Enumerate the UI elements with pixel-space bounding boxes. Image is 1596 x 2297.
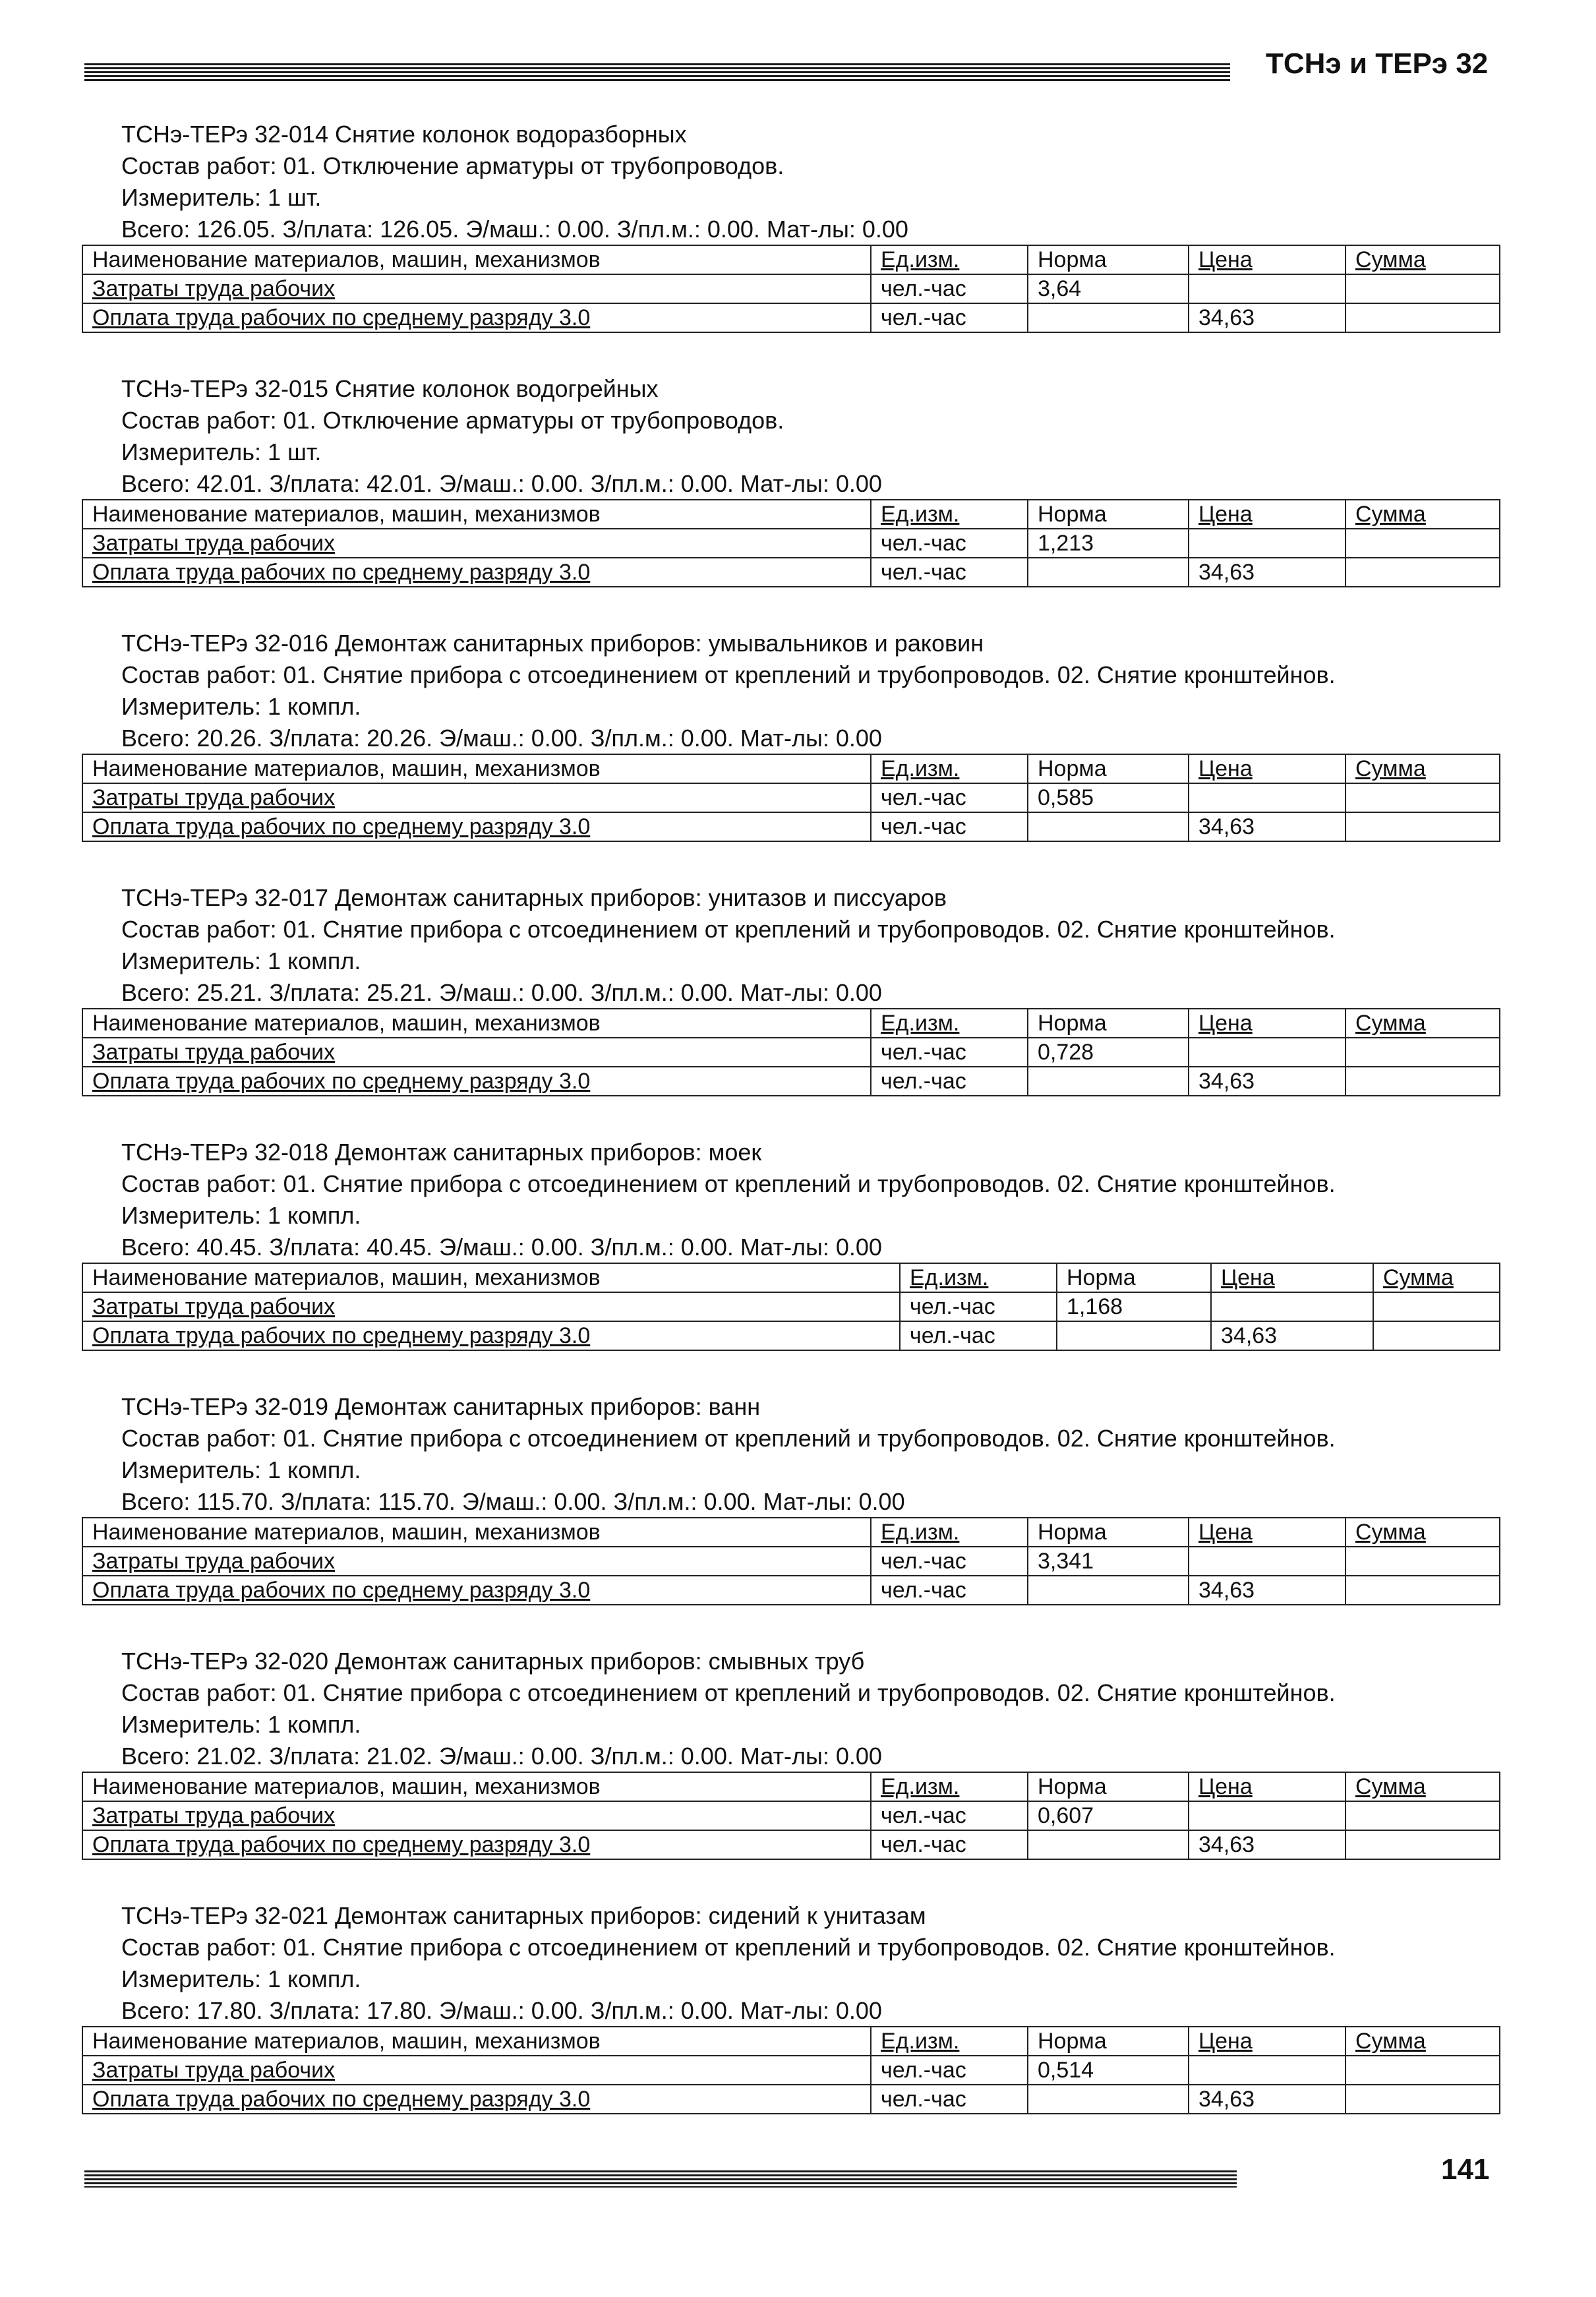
norm-cell (1028, 1576, 1189, 1605)
header-price-cell: Цена (1189, 2027, 1345, 2056)
price-cell: 34,63 (1189, 303, 1345, 332)
sum-cell (1345, 529, 1500, 558)
rate-table (82, 754, 1500, 842)
table-row (82, 274, 1500, 303)
header-sum-cell: Сумма (1345, 1518, 1500, 1547)
sum-cell (1345, 2085, 1500, 2114)
header-norm-cell: Норма (1028, 754, 1189, 783)
price-cell (1189, 783, 1345, 812)
table-row (82, 1576, 1500, 1605)
header-norm-cell: Норма (1057, 1263, 1211, 1292)
section-work: Состав работ: 01. Отключение арматуры от трубопроводов. (121, 152, 784, 179)
price-cell (1189, 529, 1345, 558)
name-cell: Затраты труда рабочих (82, 1547, 871, 1576)
unit-cell: чел.-час (871, 1547, 1028, 1576)
name-cell: Затраты труда рабочих (82, 2056, 871, 2085)
norm-cell: 3,64 (1028, 274, 1189, 303)
rate-table (82, 1772, 1500, 1860)
price-cell (1189, 274, 1345, 303)
header-price-cell: Цена (1189, 245, 1345, 274)
norm-cell: 0,585 (1028, 783, 1189, 812)
header-price-cell: Цена (1189, 1772, 1345, 1801)
header-price-cell: Цена (1189, 500, 1345, 529)
price-cell: 34,63 (1211, 1321, 1373, 1350)
header-unit-cell: Ед.изм. (900, 1263, 1057, 1292)
header-unit-cell: Ед.изм. (871, 1772, 1028, 1801)
price-cell: 34,63 (1189, 1067, 1345, 1096)
norm-cell (1028, 558, 1189, 587)
section-measure: Измеритель: 1 шт. (121, 184, 322, 211)
sum-cell (1345, 1830, 1500, 1859)
norm-cell: 1,168 (1057, 1292, 1211, 1321)
header-unit-cell: Ед.изм. (871, 1009, 1028, 1038)
header-sum-cell: Сумма (1345, 1772, 1500, 1801)
table-row (82, 303, 1500, 332)
section-title: ТСНэ-ТЕРэ 32-019 Демонтаж санитарных приборов: ванн (121, 1393, 761, 1420)
table-row (82, 1547, 1500, 1576)
rate-section (92, 119, 1499, 330)
name-cell: Оплата труда рабочих по среднему разряду 3.0 (82, 1067, 871, 1096)
table-row (82, 1038, 1500, 1067)
header-name-cell: Наименование материалов, машин, механизмов (82, 245, 871, 274)
header-sum-cell: Сумма (1345, 2027, 1500, 2056)
name-cell: Оплата труда рабочих по среднему разряду 3.0 (82, 2085, 871, 2114)
header-unit-cell: Ед.изм. (871, 2027, 1028, 2056)
unit-cell: чел.-час (871, 529, 1028, 558)
section-title: ТСНэ-ТЕРэ 32-021 Демонтаж санитарных приборов: сидений к унитазам (121, 1902, 926, 1929)
rate-section (92, 882, 1499, 1094)
header-name-cell: Наименование материалов, машин, механизмов (82, 2027, 871, 2056)
header-sum-cell: Сумма (1345, 245, 1500, 274)
sum-cell (1345, 558, 1500, 587)
rate-table (82, 1008, 1500, 1096)
section-totals: Всего: 17.80. З/плата: 17.80. Э/маш.: 0.00. З/пл.м.: 0.00. Мат-лы: 0.00 (121, 1997, 882, 2024)
section-work: Состав работ: 01. Снятие прибора с отсоединением от креплений и трубопроводов. 02. Снятие кронштейнов. (121, 1170, 1336, 1197)
header-name-cell: Наименование материалов, машин, механизмов (82, 754, 871, 783)
sum-cell (1345, 303, 1500, 332)
price-cell (1189, 2056, 1345, 2085)
section-measure: Измеритель: 1 компл. (121, 693, 361, 720)
section-measure: Измеритель: 1 компл. (121, 1965, 361, 1992)
header-sum-cell: Сумма (1373, 1263, 1500, 1292)
name-cell: Оплата труда рабочих по среднему разряду 3.0 (82, 558, 871, 587)
header-rule (84, 63, 1230, 83)
price-cell: 34,63 (1189, 1576, 1345, 1605)
section-totals: Всего: 20.26. З/плата: 20.26. Э/маш.: 0.00. З/пл.м.: 0.00. Мат-лы: 0.00 (121, 725, 882, 752)
section-totals: Всего: 25.21. З/плата: 25.21. Э/маш.: 0.00. З/пл.м.: 0.00. Мат-лы: 0.00 (121, 979, 882, 1006)
norm-cell: 1,213 (1028, 529, 1189, 558)
price-cell (1211, 1292, 1373, 1321)
norm-cell: 3,341 (1028, 1547, 1189, 1576)
section-work: Состав работ: 01. Снятие прибора с отсоединением от креплений и трубопроводов. 02. Снятие кронштейнов. (121, 1679, 1336, 1706)
name-cell: Затраты труда рабочих (82, 1801, 871, 1830)
section-work: Состав работ: 01. Снятие прибора с отсоединением от креплений и трубопроводов. 02. Снятие кронштейнов. (121, 1425, 1336, 1452)
header-norm-cell: Норма (1028, 1518, 1189, 1547)
unit-cell: чел.-час (871, 1038, 1028, 1067)
unit-cell: чел.-час (871, 2056, 1028, 2085)
unit-cell: чел.-час (871, 558, 1028, 587)
table-header-row (82, 754, 1500, 783)
sum-cell (1345, 1038, 1500, 1067)
table-header-row (82, 1518, 1500, 1547)
table-row (82, 529, 1500, 558)
rate-section (92, 1646, 1499, 1857)
header-sum-cell: Сумма (1345, 754, 1500, 783)
section-totals: Всего: 21.02. З/плата: 21.02. Э/маш.: 0.00. З/пл.м.: 0.00. Мат-лы: 0.00 (121, 1743, 882, 1770)
sum-cell (1345, 1067, 1500, 1096)
section-work: Состав работ: 01. Отключение арматуры от трубопроводов. (121, 407, 784, 434)
name-cell: Затраты труда рабочих (82, 529, 871, 558)
section-title: ТСНэ-ТЕРэ 32-014 Снятие колонок водоразборных (121, 121, 687, 148)
sum-cell (1345, 274, 1500, 303)
unit-cell: чел.-час (871, 2085, 1028, 2114)
section-measure: Измеритель: 1 компл. (121, 1202, 361, 1229)
table-row (82, 812, 1500, 841)
price-cell (1189, 1038, 1345, 1067)
sum-cell (1345, 1801, 1500, 1830)
section-measure: Измеритель: 1 шт. (121, 438, 322, 465)
name-cell: Затраты труда рабочих (82, 1038, 871, 1067)
section-totals: Всего: 40.45. З/плата: 40.45. Э/маш.: 0.00. З/пл.м.: 0.00. Мат-лы: 0.00 (121, 1234, 882, 1261)
section-measure: Измеритель: 1 компл. (121, 1456, 361, 1483)
table-row (82, 1067, 1500, 1096)
table-row (82, 1830, 1500, 1859)
name-cell: Оплата труда рабочих по среднему разряду 3.0 (82, 1321, 900, 1350)
rate-table (82, 1517, 1500, 1605)
unit-cell: чел.-час (871, 783, 1028, 812)
section-measure: Измеритель: 1 компл. (121, 1711, 361, 1738)
table-row (82, 2056, 1500, 2085)
header-name-cell: Наименование материалов, машин, механизмов (82, 500, 871, 529)
norm-cell (1028, 1830, 1189, 1859)
section-title: ТСНэ-ТЕРэ 32-016 Демонтаж санитарных приборов: умывальников и раковин (121, 630, 984, 657)
footer-rule (84, 2170, 1237, 2188)
section-title: ТСНэ-ТЕРэ 32-017 Демонтаж санитарных приборов: унитазов и писсуаров (121, 884, 947, 911)
header-price-cell: Цена (1189, 1518, 1345, 1547)
header-norm-cell: Норма (1028, 500, 1189, 529)
norm-cell: 0,514 (1028, 2056, 1189, 2085)
running-header: ТСНэ и ТЕРэ 32 (1266, 47, 1489, 80)
header-norm-cell: Норма (1028, 2027, 1189, 2056)
table-row (82, 1292, 1500, 1321)
header-norm-cell: Норма (1028, 1772, 1189, 1801)
table-row (82, 1801, 1500, 1830)
table-header-row (82, 2027, 1500, 2056)
header-sum-cell: Сумма (1345, 1009, 1500, 1038)
header-sum-cell: Сумма (1345, 500, 1500, 529)
price-cell (1189, 1547, 1345, 1576)
unit-cell: чел.-час (900, 1292, 1057, 1321)
header-unit-cell: Ед.изм. (871, 245, 1028, 274)
table-row (82, 783, 1500, 812)
price-cell: 34,63 (1189, 2085, 1345, 2114)
unit-cell: чел.-час (871, 303, 1028, 332)
table-header-row (82, 1263, 1500, 1292)
rate-section (92, 373, 1499, 585)
sum-cell (1373, 1321, 1500, 1350)
rate-table (82, 499, 1500, 587)
header-unit-cell: Ед.изм. (871, 754, 1028, 783)
price-cell: 34,63 (1189, 558, 1345, 587)
section-work: Состав работ: 01. Снятие прибора с отсоединением от креплений и трубопроводов. 02. Снятие кронштейнов. (121, 916, 1336, 943)
name-cell: Затраты труда рабочих (82, 783, 871, 812)
table-header-row (82, 500, 1500, 529)
header-name-cell: Наименование материалов, машин, механизмов (82, 1518, 871, 1547)
header-price-cell: Цена (1211, 1263, 1373, 1292)
page-number: 141 (1441, 2153, 1490, 2186)
unit-cell: чел.-час (871, 812, 1028, 841)
norm-cell: 0,728 (1028, 1038, 1189, 1067)
unit-cell: чел.-час (871, 1801, 1028, 1830)
unit-cell: чел.-час (871, 274, 1028, 303)
unit-cell: чел.-час (900, 1321, 1057, 1350)
table-header-row (82, 1009, 1500, 1038)
rate-section (92, 1391, 1499, 1603)
header-unit-cell: Ед.изм. (871, 1518, 1028, 1547)
norm-cell (1028, 303, 1189, 332)
section-title: ТСНэ-ТЕРэ 32-015 Снятие колонок водогрейных (121, 375, 659, 402)
rate-table (82, 1263, 1500, 1351)
sum-cell (1345, 2056, 1500, 2085)
norm-cell (1028, 812, 1189, 841)
sum-cell (1345, 1547, 1500, 1576)
section-work: Состав работ: 01. Снятие прибора с отсоединением от креплений и трубопроводов. 02. Снятие кронштейнов. (121, 661, 1336, 688)
name-cell: Оплата труда рабочих по среднему разряду 3.0 (82, 303, 871, 332)
section-title: ТСНэ-ТЕРэ 32-020 Демонтаж санитарных приборов: смывных труб (121, 1648, 865, 1675)
norm-cell (1057, 1321, 1211, 1350)
name-cell: Оплата труда рабочих по среднему разряду 3.0 (82, 1830, 871, 1859)
norm-cell (1028, 2085, 1189, 2114)
rate-section (92, 1137, 1499, 1348)
table-row (82, 558, 1500, 587)
section-totals: Всего: 42.01. З/плата: 42.01. Э/маш.: 0.00. З/пл.м.: 0.00. Мат-лы: 0.00 (121, 470, 882, 497)
unit-cell: чел.-час (871, 1067, 1028, 1096)
table-row (82, 1321, 1500, 1350)
rate-table (82, 2026, 1500, 2114)
rate-section (92, 1900, 1499, 2112)
table-header-row (82, 245, 1500, 274)
name-cell: Оплата труда рабочих по среднему разряду 3.0 (82, 812, 871, 841)
section-totals: Всего: 115.70. З/плата: 115.70. Э/маш.: 0.00. З/пл.м.: 0.00. Мат-лы: 0.00 (121, 1488, 905, 1515)
header-price-cell: Цена (1189, 1009, 1345, 1038)
price-cell: 34,63 (1189, 1830, 1345, 1859)
sum-cell (1373, 1292, 1500, 1321)
table-header-row (82, 1772, 1500, 1801)
section-measure: Измеритель: 1 компл. (121, 947, 361, 974)
header-name-cell: Наименование материалов, машин, механизмов (82, 1772, 871, 1801)
name-cell: Затраты труда рабочих (82, 274, 871, 303)
price-cell: 34,63 (1189, 812, 1345, 841)
sum-cell (1345, 812, 1500, 841)
header-price-cell: Цена (1189, 754, 1345, 783)
norm-cell (1028, 1067, 1189, 1096)
header-name-cell: Наименование материалов, машин, механизмов (82, 1263, 900, 1292)
name-cell: Оплата труда рабочих по среднему разряду 3.0 (82, 1576, 871, 1605)
rate-table (82, 245, 1500, 333)
unit-cell: чел.-час (871, 1830, 1028, 1859)
norm-cell: 0,607 (1028, 1801, 1189, 1830)
sum-cell (1345, 783, 1500, 812)
header-unit-cell: Ед.изм. (871, 500, 1028, 529)
section-work: Состав работ: 01. Снятие прибора с отсоединением от креплений и трубопроводов. 02. Снятие кронштейнов. (121, 1934, 1336, 1961)
header-norm-cell: Норма (1028, 245, 1189, 274)
price-cell (1189, 1801, 1345, 1830)
unit-cell: чел.-час (871, 1576, 1028, 1605)
rate-section (92, 628, 1499, 839)
section-totals: Всего: 126.05. З/плата: 126.05. Э/маш.: 0.00. З/пл.м.: 0.00. Мат-лы: 0.00 (121, 216, 908, 243)
header-norm-cell: Норма (1028, 1009, 1189, 1038)
table-row (82, 2085, 1500, 2114)
header-name-cell: Наименование материалов, машин, механизмов (82, 1009, 871, 1038)
section-title: ТСНэ-ТЕРэ 32-018 Демонтаж санитарных приборов: моек (121, 1139, 762, 1166)
name-cell: Затраты труда рабочих (82, 1292, 900, 1321)
sum-cell (1345, 1576, 1500, 1605)
